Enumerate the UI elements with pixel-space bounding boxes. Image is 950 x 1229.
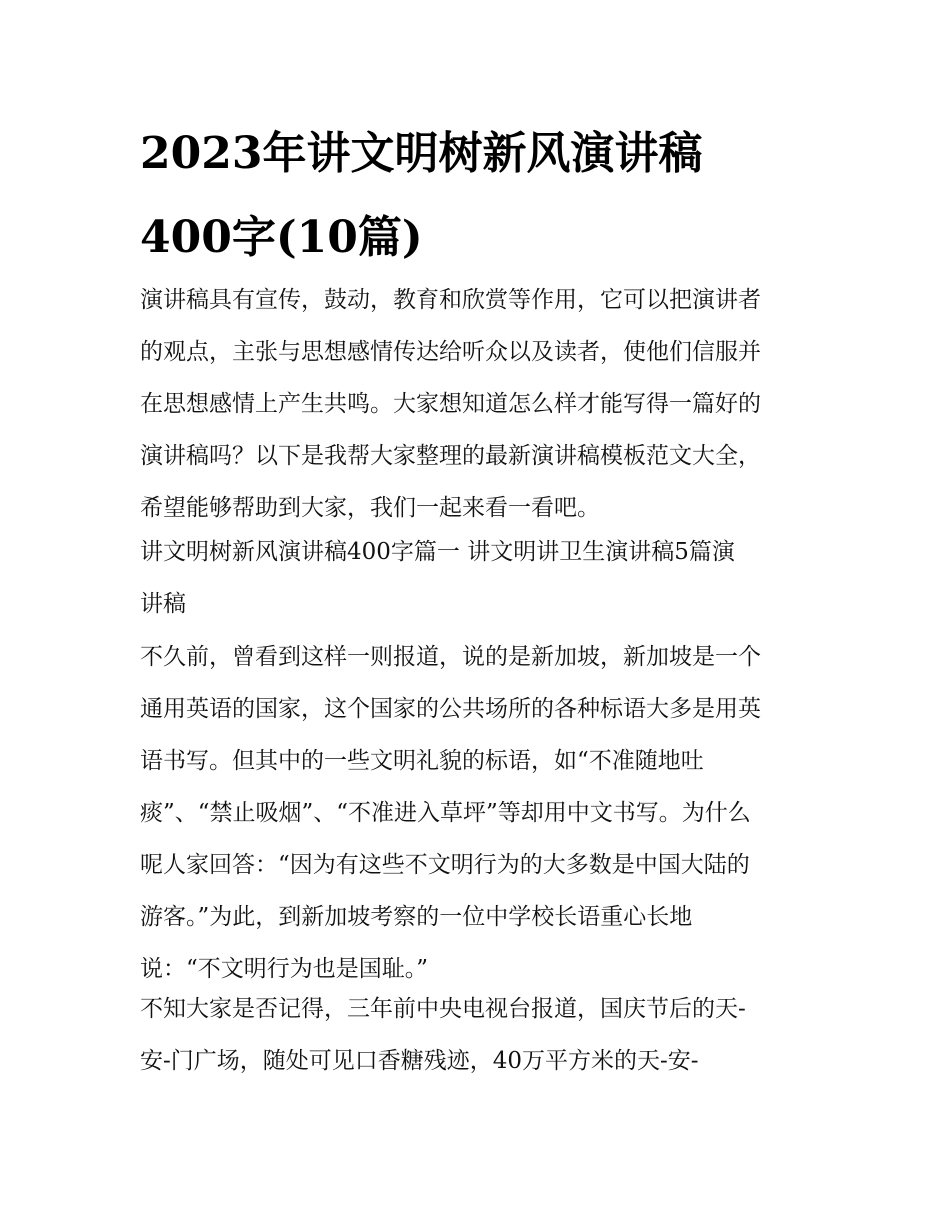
text-line: 不知大家是否记得，三年前中央电视台报道，国庆节后的天- xyxy=(140,996,746,1022)
text-line: 在思想感情上产生共鸣。大家想知道怎么样才能写得一篇好的 xyxy=(140,391,761,417)
body-paragraph xyxy=(140,631,820,995)
section-heading-paragraph xyxy=(140,526,820,630)
text-line: 讲文明树新风演讲稿400字篇一 讲文明讲卫生演讲稿5篇演 xyxy=(140,539,735,565)
text-line: 通用英语的国家，这个国家的公共场所的各种标语大多是用英 xyxy=(140,696,761,722)
text-line: 语书写。但其中的一些文明礼貌的标语，如“不准随地吐 xyxy=(140,748,704,774)
text-line: 演讲稿吗？以下是我帮大家整理的最新演讲稿模板范文大全， xyxy=(140,443,761,469)
text-line: 不久前，曾看到这样一则报道，说的是新加坡，新加坡是一个 xyxy=(140,644,761,670)
text-line: 演讲稿具有宣传，鼓动，教育和欣赏等作用，它可以把演讲者 xyxy=(140,287,761,313)
text-line: 痰”、“禁止吸烟”、“不准进入草坪”等却用中文书写。为什么 xyxy=(140,800,751,826)
text-line: 的观点，主张与思想感情传达给听众以及读者，使他们信服并 xyxy=(140,339,761,365)
text-line: 游客。”为此，到新加坡考察的一位中学校长语重心长地 xyxy=(140,904,693,930)
text-line: 说：“不文明行为也是国耻。” xyxy=(140,956,429,982)
body-paragraph xyxy=(140,983,820,1087)
text-line: 讲稿 xyxy=(140,591,186,617)
intro-paragraph xyxy=(140,274,820,534)
text-line: 希望能够帮助到大家，我们一起来看一看吧。 xyxy=(140,495,600,521)
text-line: 呢人家回答：“因为有这些不文明行为的大多数是中国大陆的 xyxy=(140,852,750,878)
text-line: 安-门广场，随处可见口香糖残迹，40万平方米的天-安- xyxy=(140,1048,699,1074)
title-line: 2023年讲文明树新风演讲稿 xyxy=(140,128,703,179)
document-title xyxy=(140,112,840,280)
title-line: 400字(10篇) xyxy=(140,212,423,263)
